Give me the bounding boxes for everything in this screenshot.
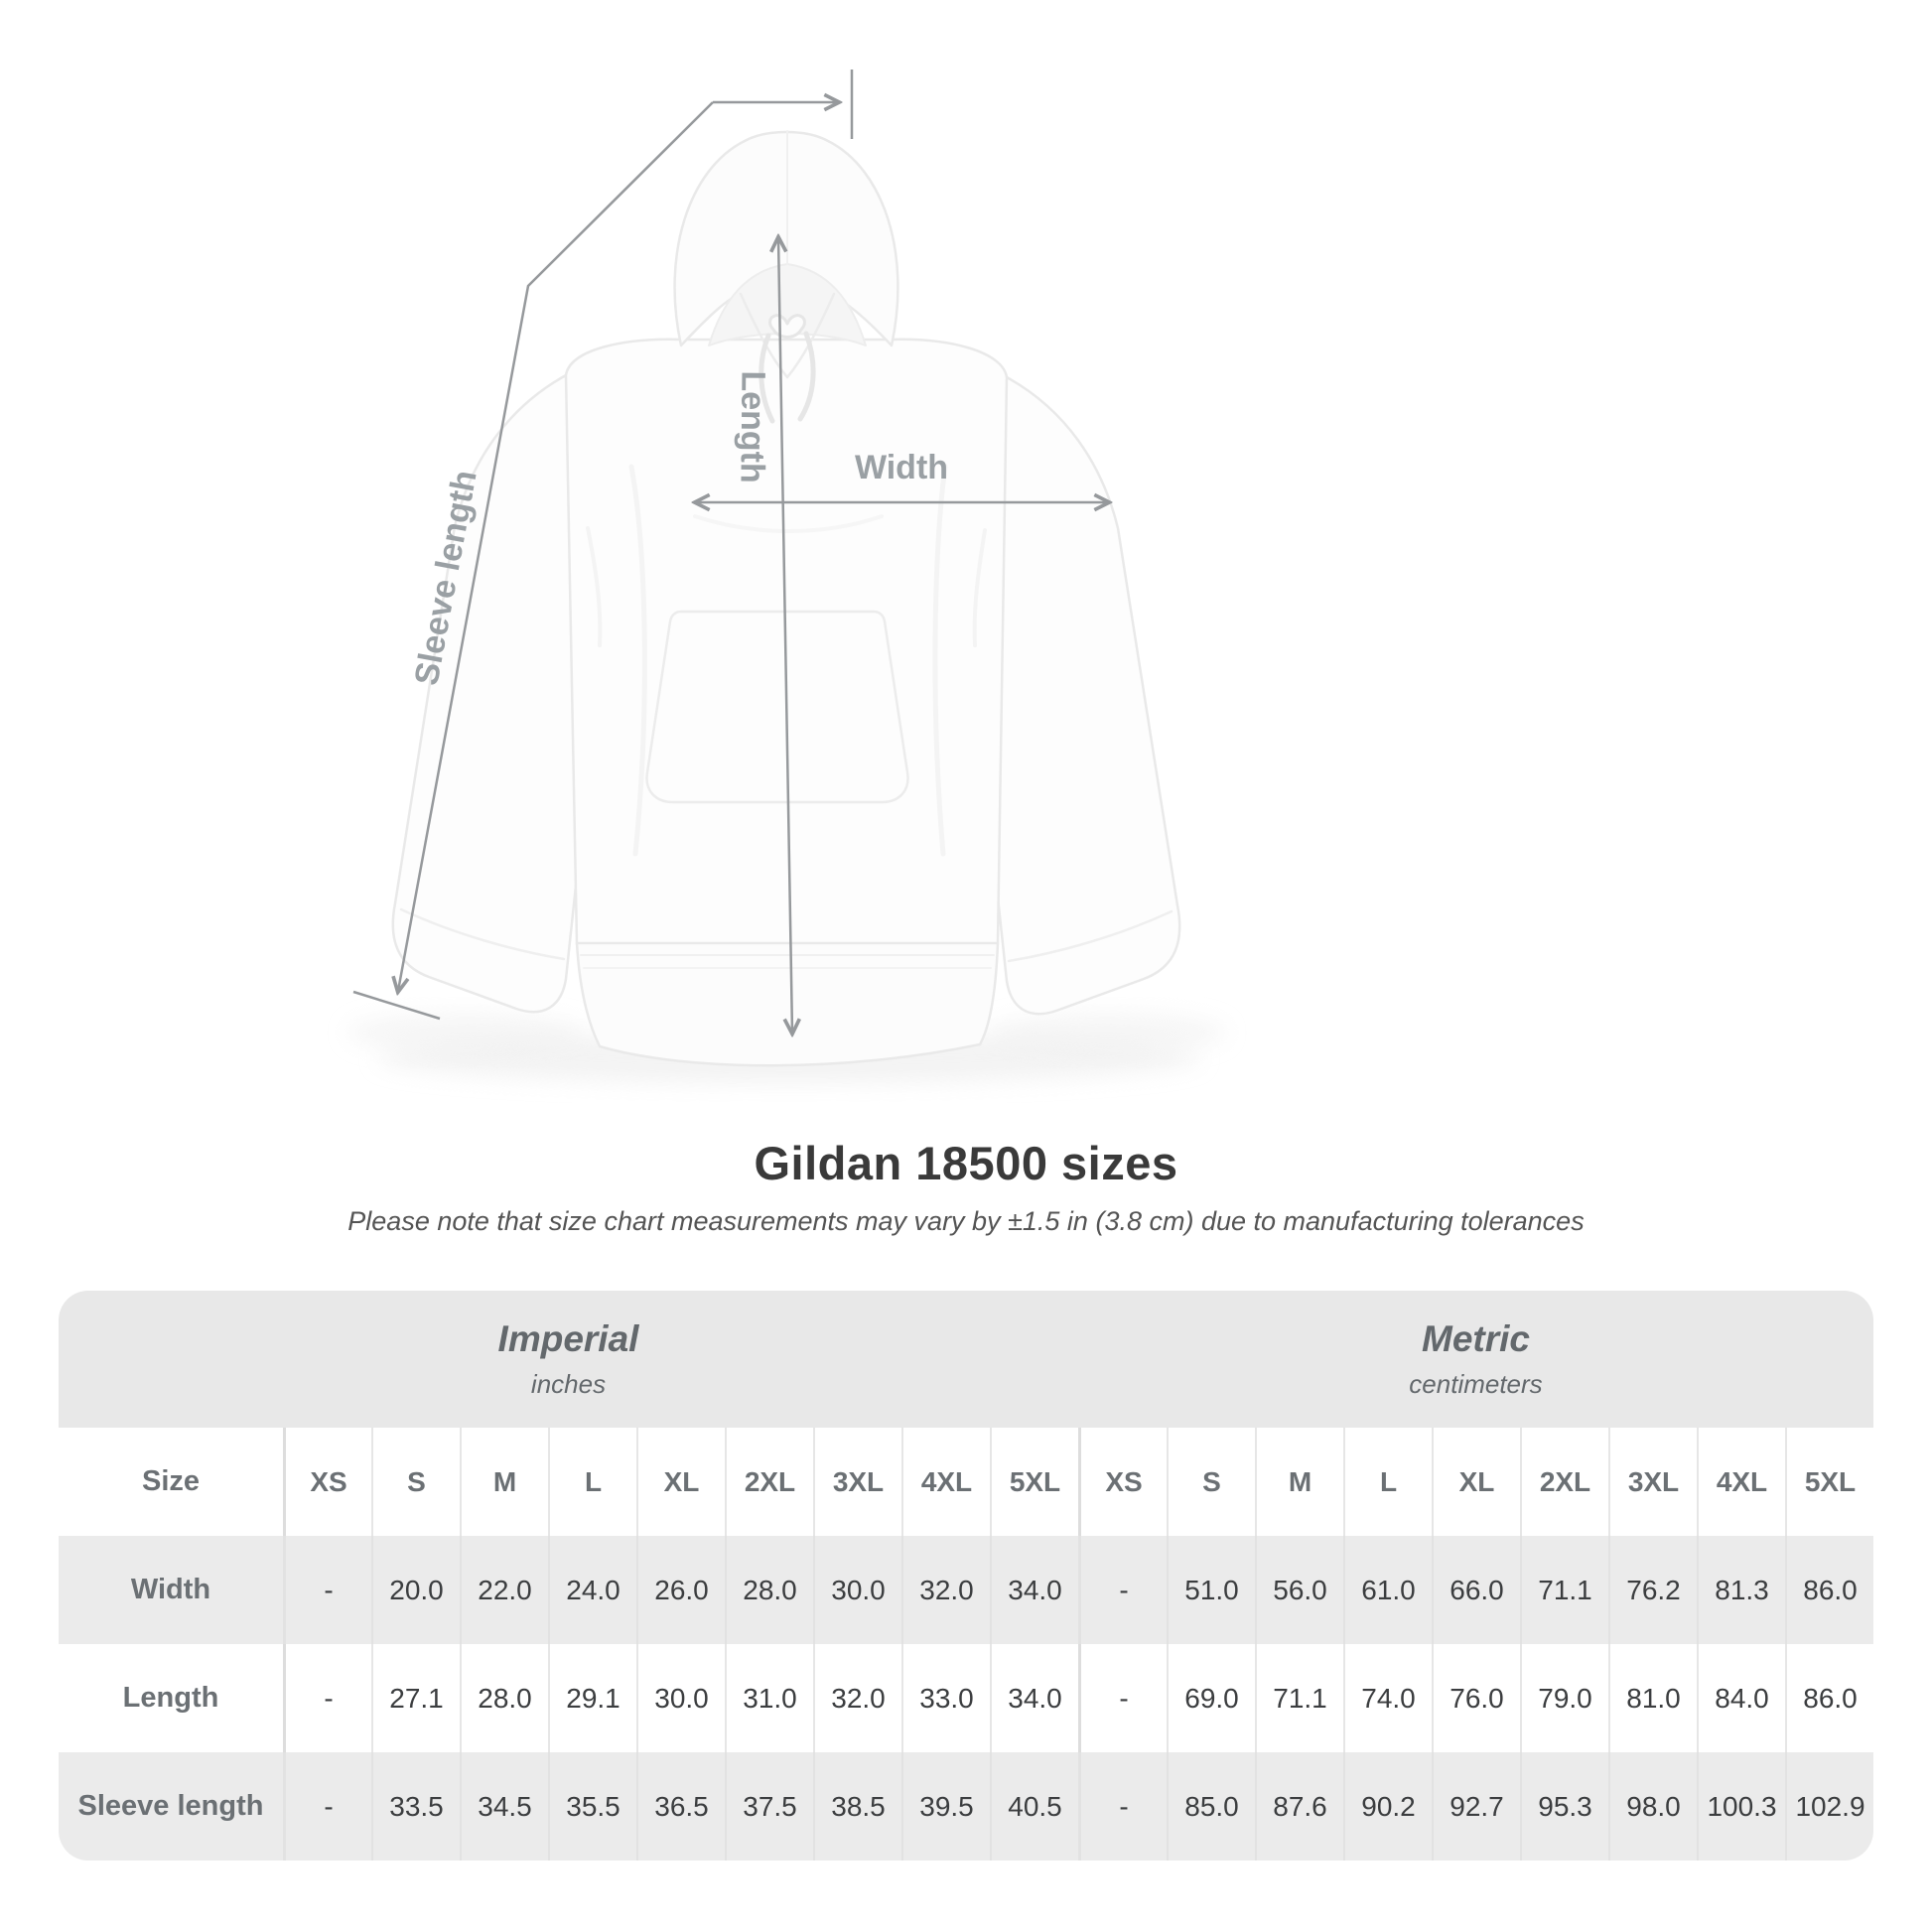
size-col-metric-3xl: 3XL	[1608, 1428, 1697, 1536]
size-col-metric-xs: XS	[1078, 1428, 1167, 1536]
value-cell-imperial-1-3: 29.1	[548, 1644, 636, 1752]
value-cell-imperial-0-8: 34.0	[990, 1536, 1078, 1644]
hoodie-hem-band	[577, 943, 998, 1065]
value-cell-imperial-0-3: 24.0	[548, 1536, 636, 1644]
value-cell-imperial-0-2: 22.0	[460, 1536, 548, 1644]
value-cell-metric-2-4: 92.7	[1432, 1752, 1520, 1861]
value-cell-metric-0-7: 81.3	[1697, 1536, 1785, 1644]
size-col-imperial-s: S	[371, 1428, 460, 1536]
value-cell-metric-2-5: 95.3	[1520, 1752, 1608, 1861]
value-cell-imperial-1-7: 33.0	[901, 1644, 990, 1752]
value-cell-metric-2-8: 102.9	[1785, 1752, 1873, 1861]
metric-label: Metric	[1422, 1318, 1530, 1359]
metric-unit-label: centimeters	[1409, 1369, 1543, 1399]
value-cell-metric-2-7: 100.3	[1697, 1752, 1785, 1861]
value-cell-imperial-2-7: 39.5	[901, 1752, 990, 1861]
size-column-header: Size	[141, 1465, 201, 1497]
size-col-metric-xl: XL	[1432, 1428, 1520, 1536]
value-cell-metric-1-4: 76.0	[1432, 1644, 1520, 1752]
value-cell-metric-1-6: 81.0	[1608, 1644, 1697, 1752]
value-cell-metric-2-2: 87.6	[1255, 1752, 1343, 1861]
value-cell-imperial-2-5: 37.5	[725, 1752, 813, 1861]
value-cell-imperial-1-2: 28.0	[460, 1644, 548, 1752]
row-label-width: Width	[130, 1574, 211, 1605]
length-label: Length	[733, 370, 772, 483]
page-title: Gildan 18500 sizes	[754, 1137, 1178, 1189]
size-col-metric-m: M	[1255, 1428, 1343, 1536]
value-cell-metric-2-6: 98.0	[1608, 1752, 1697, 1861]
value-cell-imperial-1-4: 30.0	[636, 1644, 725, 1752]
size-header-row	[59, 1428, 1873, 1536]
size-col-imperial-3xl: 3XL	[813, 1428, 901, 1536]
value-cell-metric-0-4: 66.0	[1432, 1536, 1520, 1644]
size-chart-table	[59, 1291, 1873, 1861]
size-chart-header	[0, 1136, 1932, 1237]
row-label-length: Length	[122, 1682, 219, 1714]
value-cell-metric-2-3: 90.2	[1343, 1752, 1432, 1861]
value-cell-metric-1-0: -	[1078, 1644, 1167, 1752]
value-cell-metric-0-3: 61.0	[1343, 1536, 1432, 1644]
value-cell-metric-0-1: 51.0	[1167, 1536, 1255, 1644]
value-cell-metric-2-1: 85.0	[1167, 1752, 1255, 1861]
imperial-label: Imperial	[497, 1318, 639, 1359]
value-cell-imperial-2-6: 38.5	[813, 1752, 901, 1861]
value-cell-imperial-1-0: -	[283, 1644, 371, 1752]
hoodie-illustration	[393, 131, 1179, 1065]
sleeve-length-bottom-tick	[353, 992, 440, 1019]
value-cell-metric-0-6: 76.2	[1608, 1536, 1697, 1644]
imperial-unit-label: inches	[530, 1369, 607, 1399]
size-col-metric-l: L	[1343, 1428, 1432, 1536]
imperial-section-header	[59, 1291, 1078, 1428]
value-cell-imperial-1-5: 31.0	[725, 1644, 813, 1752]
row-label-sleeve-length: Sleeve length	[77, 1790, 264, 1822]
value-cell-metric-1-8: 86.0	[1785, 1644, 1873, 1752]
table-row-sleeve-length	[59, 1752, 1873, 1861]
size-col-imperial-5xl: 5XL	[990, 1428, 1078, 1536]
value-cell-imperial-2-1: 33.5	[371, 1752, 460, 1861]
value-cell-metric-1-3: 74.0	[1343, 1644, 1432, 1752]
value-cell-imperial-0-5: 28.0	[725, 1536, 813, 1644]
size-col-imperial-4xl: 4XL	[901, 1428, 990, 1536]
value-cell-imperial-0-4: 26.0	[636, 1536, 725, 1644]
value-cell-imperial-1-8: 34.0	[990, 1644, 1078, 1752]
size-col-metric-4xl: 4XL	[1697, 1428, 1785, 1536]
table-row-width	[59, 1536, 1873, 1644]
value-cell-metric-0-5: 71.1	[1520, 1536, 1608, 1644]
value-cell-imperial-2-8: 40.5	[990, 1752, 1078, 1861]
size-col-metric-2xl: 2XL	[1520, 1428, 1608, 1536]
value-cell-metric-1-1: 69.0	[1167, 1644, 1255, 1752]
value-cell-metric-2-0: -	[1078, 1752, 1167, 1861]
size-col-imperial-xl: XL	[636, 1428, 725, 1536]
value-cell-metric-0-0: -	[1078, 1536, 1167, 1644]
value-cell-imperial-2-4: 36.5	[636, 1752, 725, 1861]
width-label: Width	[854, 449, 949, 486]
value-cell-imperial-0-7: 32.0	[901, 1536, 990, 1644]
value-cell-metric-1-5: 79.0	[1520, 1644, 1608, 1752]
value-cell-metric-1-2: 71.1	[1255, 1644, 1343, 1752]
size-col-imperial-xs: XS	[283, 1428, 371, 1536]
sleeve-length-label: Sleeve length	[407, 467, 484, 689]
value-cell-imperial-2-0: -	[283, 1752, 371, 1861]
hoodie-pocket	[647, 612, 908, 802]
value-cell-imperial-2-2: 34.5	[460, 1752, 548, 1861]
size-col-metric-s: S	[1167, 1428, 1255, 1536]
size-col-imperial-2xl: 2XL	[725, 1428, 813, 1536]
value-cell-metric-0-8: 86.0	[1785, 1536, 1873, 1644]
table-row-length	[59, 1644, 1873, 1752]
size-col-metric-5xl: 5XL	[1785, 1428, 1873, 1536]
size-col-imperial-m: M	[460, 1428, 548, 1536]
value-cell-metric-0-2: 56.0	[1255, 1536, 1343, 1644]
metric-section-header	[1078, 1291, 1873, 1428]
value-cell-imperial-2-3: 35.5	[548, 1752, 636, 1861]
value-cell-imperial-1-1: 27.1	[371, 1644, 460, 1752]
size-col-imperial-l: L	[548, 1428, 636, 1536]
value-cell-imperial-0-0: -	[283, 1536, 371, 1644]
value-cell-metric-1-7: 84.0	[1697, 1644, 1785, 1752]
value-cell-imperial-1-6: 32.0	[813, 1644, 901, 1752]
unit-header-row	[59, 1291, 1873, 1428]
value-cell-imperial-0-1: 20.0	[371, 1536, 460, 1644]
page-subtitle: Please note that size chart measurements may vary by ±1.5 in (3.8 cm) due to manufacturing tolerances	[347, 1206, 1585, 1236]
value-cell-imperial-0-6: 30.0	[813, 1536, 901, 1644]
